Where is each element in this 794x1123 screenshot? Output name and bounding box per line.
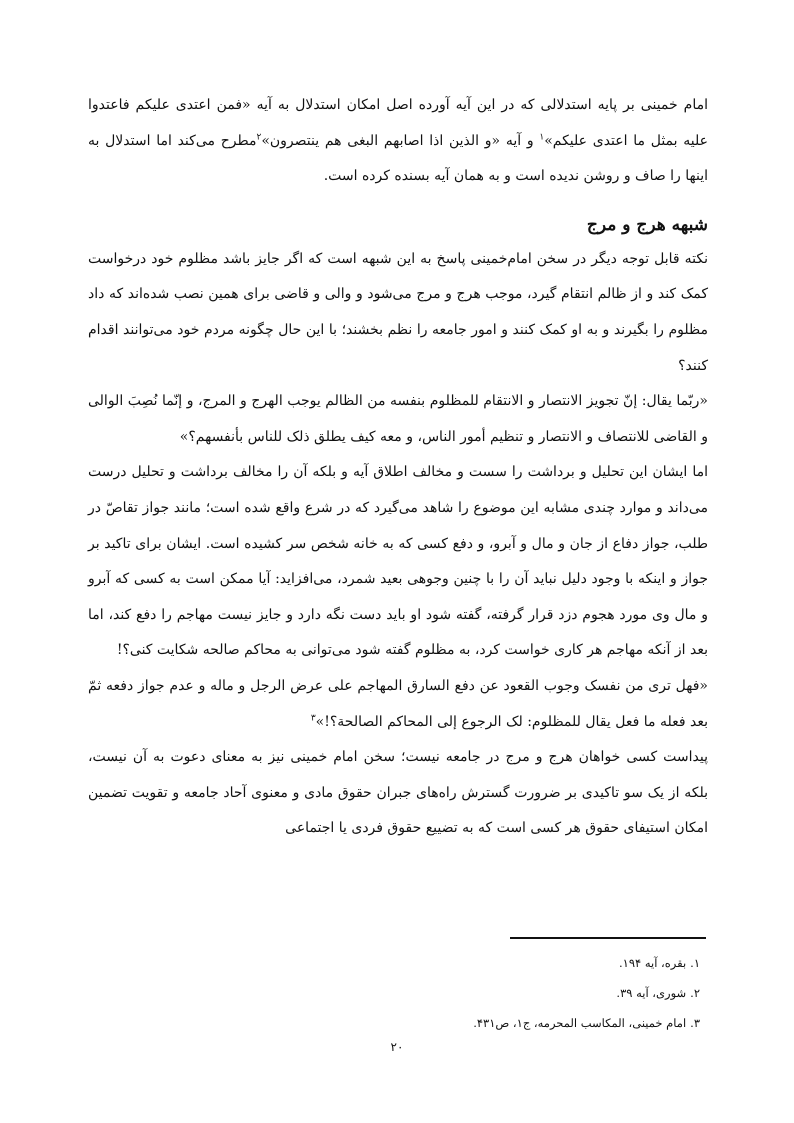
footnote-3 [88,1008,700,1038]
footnote-marker-3[interactable]: ۳ [310,712,316,723]
page-number: ۲۰ [390,1040,404,1054]
page-body [88,88,708,847]
footnote-divider [510,937,706,939]
footnote-1-text: بقره، آیه ۱۹۴. [618,956,687,970]
footnote-2 [88,978,700,1008]
footnote-1-number: ۱. [690,956,700,970]
footnote-1 [88,948,700,978]
paragraph-intro-text-3: مطرح می‌کند اما استدلال به اینها را صاف و روشن ندیده است و به همان آیه بسنده کرده است. [88,132,708,185]
paragraph-intro-text-2: و آیه «و الذین اذا اصابهم البغی هم ینتصرون» [261,132,540,149]
paragraph-analysis: اما ایشان این تحلیل و برداشت را سست و مخالف اطلاق آیه و بلکه آن را مخالف برداشت و تحلیل درست می‌داند و موارد چندی مشابه این موضوع را شاهد می‌گیرد که در شرع واقع شده است؛ مانند جواز تقاصّ در طلب، جواز دفاع از جان و مال و آبرو، و دفع کسی که به خانه شخص سر کشیده است. ایشان برای تاکید بر جواز و اینکه با وجود دلیل نباید آن را با چنین وجوهی بعید شمرد، می‌افزاید: آیا ممکن است به کسی که آبرو و مال وی مورد هجوم دزد قرار گرفته، گفته شود او باید دست نگه دارد و جایز نیست مهاجم را دفع کند، اما بعد از آنکه مهاجم هر کاری خواست کرد، به مظلوم گفته شود می‌توانی به محاکم صالحه شکایت کنی؟! [88,464,708,659]
footnote-marker-2[interactable]: ۲ [256,131,262,142]
footnote-marker-1[interactable]: ۱ [539,131,545,142]
footnote-2-text: شوری، آیه ۳۹. [616,986,687,1000]
footnote-3-number: ۳. [690,1016,700,1030]
paragraph-question: نکته قابل توجه دیگر در سخن امام‌خمینی پاسخ به این شبهه است که اگر جایز باشد مظلوم خود درخواست کمک کند و از ظالم انتقام گیرد، موجب هرج و مرج می‌شود و والی و قاضی برای همین نصب شده‌اند که داد مظلوم را بگیرند و به او کمک کنند و امور جامعه را نظم بخشند؛ با این حال چگونه مردم خود می‌توانند اقدام کنند؟ [88,250,708,374]
paragraph-conclusion: پیداست کسی خواهان هرج و مرج در جامعه نیست؛ سخن امام خمینی نیز به معنای دعوت به آن نیست، بلکه از یک سو تاکیدی بر ضرورت گسترش راه‌های جبران حقوق مادی و معنوی آحاد جامعه و تقویت تضمین امکان استیفای حقوق هر کسی است که به تضییع حقوق فردی یا اجتماعی [88,749,708,837]
paragraph-intro [88,88,708,195]
section-heading: شبهه هرج و مرج [586,214,708,235]
arabic-quote-1: «ربّما یقال: إنّ تجویز الانتصار و الانتقام للمظلوم بنفسه من الظالم یوجب الهرج و المرج، و إنّما نُصِبَ الوالی و القاضی للانتصاف و الانتصار و تنظیم أمور الناس، و معه کیف یطلق ذلک للناس بأنفسهم؟» [88,393,708,445]
footnote-3-text: امام خمینی، المکاسب المحرمه، ج۱، ص۴۳۱. [473,1016,687,1030]
paragraph-intro-text-1: امام خمینی بر پایه استدلالی که در این آیه آورده اصل امکان استدلال به آیه «فمن اعتدی علیکم فاعتدوا علیه بمثل ما اعتدی علیکم» [88,97,708,149]
footnotes [88,948,708,1038]
arabic-quote-2-text: «فهل تری من نفسک وجوب القعود عن دفع السارق المهاجم علی عرض الرجل و ماله و عدم جواز دفعه ثمّ بعد فعله ما فعل یقال للمظلوم: لک الرجوع إلی المحاکم الصالحة؟!» [88,677,708,730]
footnote-2-number: ۲. [690,986,700,1000]
arabic-quote-2 [88,669,708,740]
